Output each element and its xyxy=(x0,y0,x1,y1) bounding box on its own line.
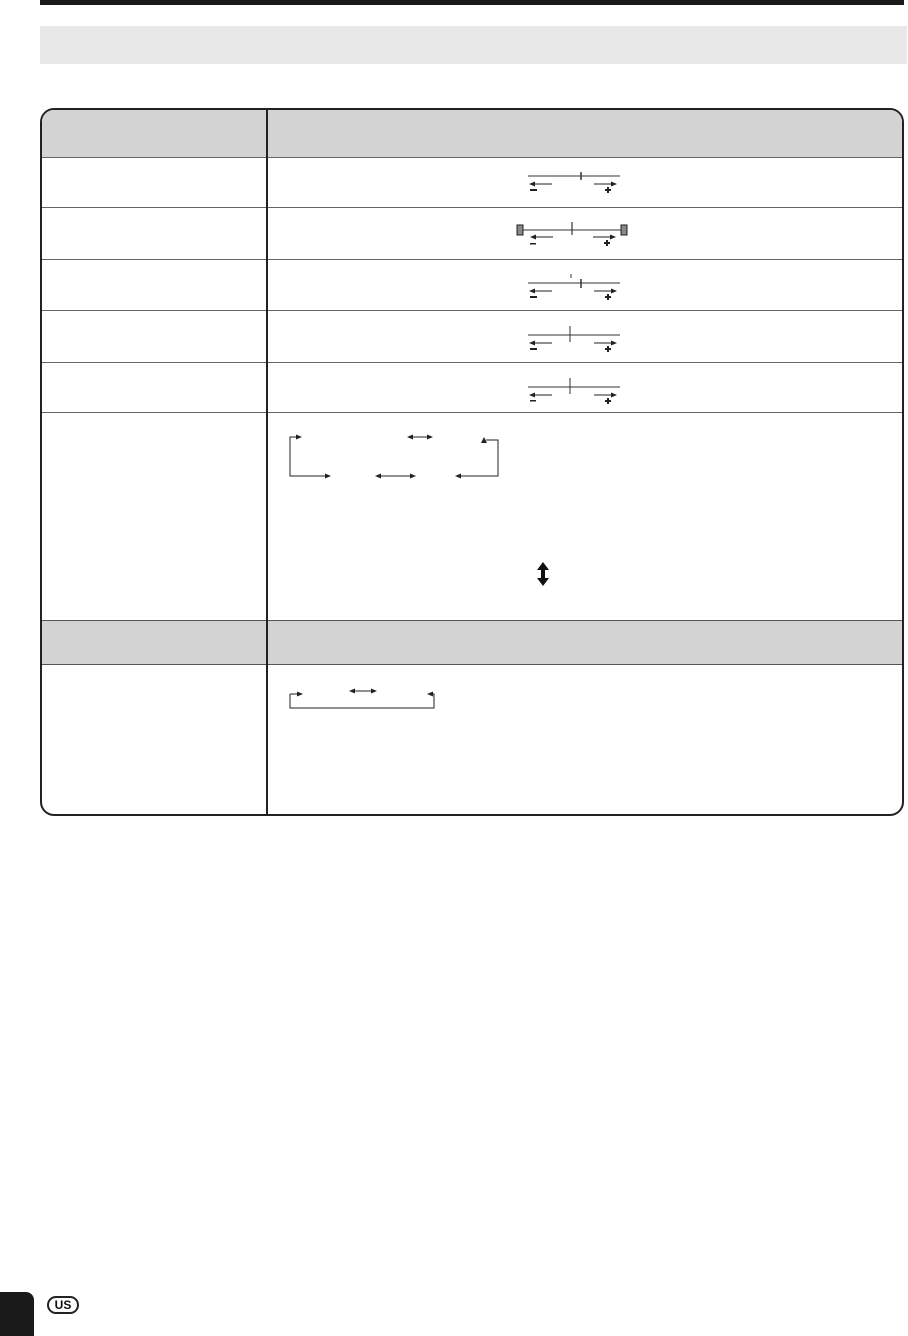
slider-scale-icon xyxy=(526,272,622,302)
page-tab xyxy=(0,1292,34,1336)
cycle-arrows-icon xyxy=(286,432,502,482)
region-badge: US xyxy=(47,1296,79,1314)
slider-scale-icon xyxy=(516,222,628,246)
row-divider xyxy=(42,207,902,208)
table-header-row xyxy=(42,110,902,158)
row-divider xyxy=(42,157,902,158)
settings-table xyxy=(40,108,904,816)
row-divider xyxy=(42,259,902,260)
row-divider xyxy=(42,310,902,311)
slider-scale-icon xyxy=(526,376,622,406)
slider-scale-icon xyxy=(526,324,622,354)
table-subheader-row xyxy=(42,620,902,665)
column-divider xyxy=(266,110,268,814)
cycle-arrows-icon xyxy=(286,686,438,712)
row-divider xyxy=(42,412,902,413)
row-divider xyxy=(42,362,902,363)
up-down-arrow-icon xyxy=(536,562,550,586)
top-rule xyxy=(40,0,904,5)
section-header-band xyxy=(40,26,907,64)
slider-scale-icon xyxy=(526,172,622,194)
